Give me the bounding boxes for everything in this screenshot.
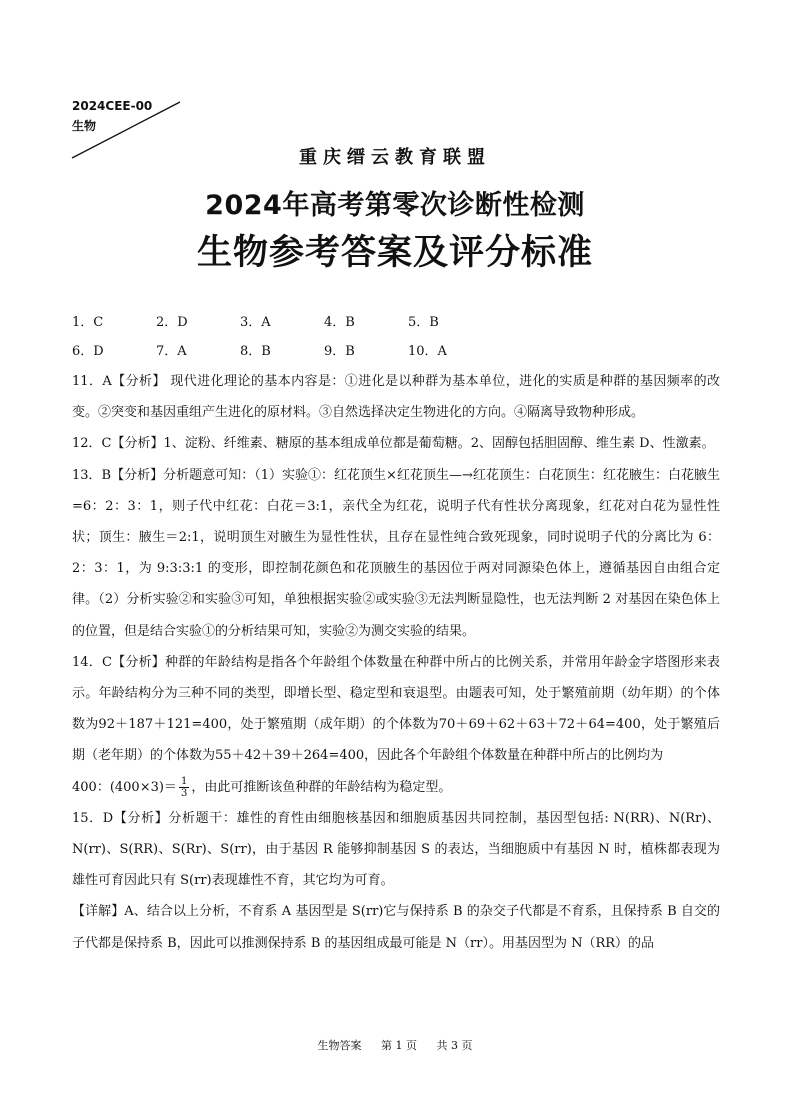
q15-label: 15．D【分析】: [72, 810, 169, 826]
q11-label: 11．A【分析】: [72, 374, 166, 389]
q14-label: 14．C【分析】: [72, 654, 166, 670]
page-number: 第 1 页: [381, 1039, 417, 1052]
exam-title: 2024年高考第零次诊断性检测: [205, 190, 585, 221]
question-13: [72, 460, 720, 647]
subject-label: 生物: [72, 119, 97, 133]
q12-label: 12．C【分析】: [72, 436, 164, 452]
exam-code: 2024CEE-00: [72, 99, 153, 113]
q14-text-c: ，处于繁殖后期（老年期）的个体数为: [72, 717, 720, 764]
question-14: [72, 647, 720, 803]
q12-text: 1、淀粉、纤维素、糖原的基本组成单位都是葡萄糖。2、固醇包括胆固醇、维生素 D、性激素。: [163, 436, 715, 452]
organization-name: 重庆缙云教育联盟: [299, 147, 491, 168]
page-footer: [0, 1037, 790, 1053]
q14-text-a: 种群的年龄结构是指各个年龄组个体数量在种群中所占的比例关系，并常用年龄金字塔图形来表示。年龄结构分为三种不同的类型，即增长型、稳定型和衰退型。由题表可知，处于繁殖前期（幼年期）的个体数为: [72, 654, 720, 733]
q13-label: 13．B【分析】: [72, 467, 164, 483]
answer-item: 9．B: [324, 344, 355, 359]
question-12: [72, 428, 720, 459]
q14-text-b: ，处于繁殖期（成年期）的个体数为: [227, 717, 439, 733]
answer-item: 2．D: [156, 315, 188, 330]
q14-text-e: ，由此可推断该鱼种群的年龄结构为稳定型。: [191, 779, 452, 795]
q11-text: 现代进化理论的基本内容是：①进化是以种群为基本单位，进化的实质是种群的基因频率的改变。②突变和基因重组产生进化的原材料。③自然选择决定生物进化的方向。④隔离导致物种形成。: [72, 374, 720, 421]
q15-text: 分析题干：雄性的育性由细胞核基因和细胞质基因共同控制，基因型包括: N(RR)、N(Rr)、N(rr)、S(RR)、S(Rr)、S(rr)，由于基因 R 能够抑制基因 S 的表达，当细胞质中有基因 N 时，植株都表现为雄性可育因此只有 S(rr)表现雄性不育，其它均为可育。: [72, 810, 720, 889]
analysis-content: [72, 366, 720, 959]
q14-expression-4: 400：(400×3)＝: [72, 779, 177, 795]
answer-item: 1．C: [72, 315, 104, 330]
answer-item: 3．A: [240, 315, 271, 330]
q14-fraction: [179, 776, 189, 799]
answer-item: 6．D: [72, 344, 104, 359]
answer-item: 5．B: [408, 315, 439, 330]
answer-row: [72, 308, 492, 337]
question-15: [72, 803, 720, 897]
question-15-detail: [72, 896, 720, 958]
q14-expression-3: 55＋42＋39＋264=400: [215, 748, 365, 764]
answer-item: 8．B: [240, 344, 271, 359]
fraction-numerator: 1: [180, 775, 188, 787]
fraction-denominator: 3: [180, 787, 188, 799]
q13-text: 分析题意可知：（1）实验①：红花顶生×红花顶生—→红花顶生：白花顶生：红花腋生：白花腋生=6：2：3：1，则子代中红花：白花＝3:1，亲代全为红花，说明子代有性状分离现象，红花对白花为显性性状；顶生：腋生＝2:1，说明顶生对腋生为显性性状，且存在显性纯合致死现象，同时说明子代的分离比为 6：2：3：1，为 9:3:3:1 的变形，即控制花颜色和花顶腋生的基因位于两对同源染色体上，遵循基因自由组合定律。（2）分析实验②和实验③可知，单独根据实验②或实验③无法判断显隐性，也无法判断 2 对基因在染色体上的位置，但是结合实验①的分析结果可知，实验②为测交实验的结果。: [72, 467, 720, 639]
answer-item: 10．A: [408, 344, 447, 359]
q14-expression-1: 92＋187＋121=400: [98, 717, 228, 733]
detail-text: A、结合以上分析，不育系 A 基因型是 S(rr)它与保持系 B 的杂交子代都是不育系，且保持系 B 自交的子代都是保持系 B，因此可以推测保持系 B 的基因组成最可能是 N（rr）。用基因型为 N（RR）的品: [72, 904, 720, 951]
q14-text-d: ，因此各个年龄组个体数量在种群中所占的比例均为: [364, 748, 664, 764]
document-title: 生物参考答案及评分标准: [196, 233, 593, 273]
question-11: [72, 366, 720, 428]
detail-label: 【详解】: [72, 904, 125, 920]
answer-row: [72, 337, 492, 366]
answer-key: [72, 308, 492, 366]
answer-item: 7．A: [156, 344, 187, 359]
page-total: 共 3 页: [436, 1039, 473, 1052]
answer-item: 4．B: [324, 315, 355, 330]
q14-expression-2: 70＋69＋62＋63＋72＋64=400: [438, 717, 641, 733]
footer-title: 生物答案: [317, 1039, 362, 1052]
